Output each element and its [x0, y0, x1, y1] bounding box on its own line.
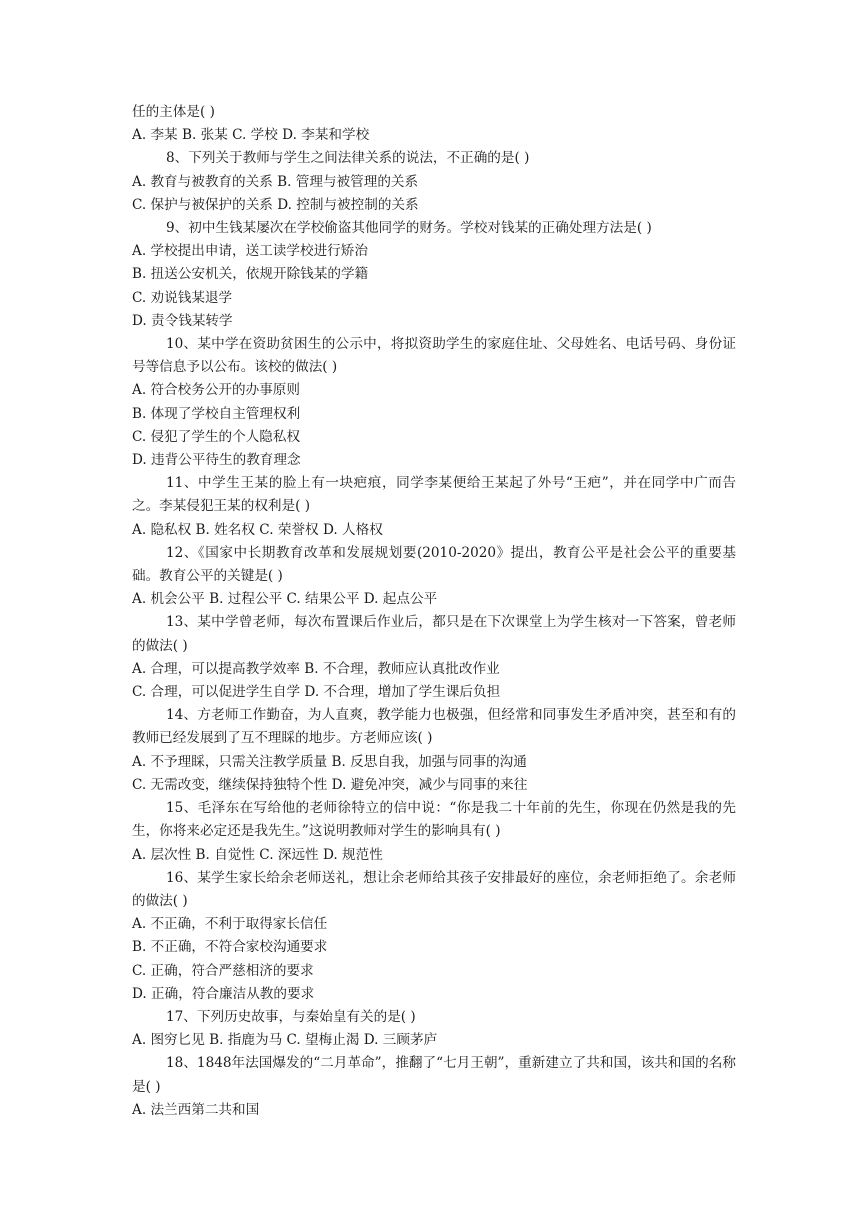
option-line: B. 不正确，不符合家校沟通要求 [132, 939, 328, 956]
option-line: C. 劝说钱某退学 [132, 289, 233, 306]
option-line: A. 不正确，不利于取得家长信任 [132, 916, 328, 933]
question-item [132, 704, 736, 797]
option-line: C. 无需改变，继续保持独特个性 D. 避免冲突，减少与同事的来往 [132, 776, 528, 793]
question-item [132, 1006, 736, 1052]
question-stem: 11、中学生王某的脸上有一块疤痕，同学李某便给王某起了外号“王疤”，并在同学中广而告之。李某侵犯王某的权利是( ) [132, 475, 736, 515]
option-line: A. 符合校务公开的办事原则 [132, 382, 300, 399]
question-item [132, 472, 736, 542]
option-line: A. 图穷匕见 B. 指鹿为马 C. 望梅止渴 D. 三顾茅庐 [132, 1032, 438, 1049]
option-line: D. 违背公平待生的教育理念 [132, 452, 301, 469]
question-item [132, 147, 736, 217]
question-item [132, 867, 736, 1006]
option-line: A. 层次性 B. 自觉性 C. 深远性 D. 规范性 [132, 846, 383, 863]
question-list [132, 101, 736, 1122]
question-item [132, 611, 736, 704]
question-stem: 12、《国家中长期教育改革和发展规划要(2010-2020》提出，教育公平是社会公平的重要基础。教育公平的关键是( ) [132, 544, 736, 585]
option-line: D. 正确，符合廉洁从教的要求 [132, 985, 315, 1002]
question-item [132, 542, 736, 612]
option-line: A. 学校提出申请，送工读学校进行矫治 [132, 243, 368, 260]
option-line: A. 隐私权 B. 姓名权 C. 荣誉权 D. 人格权 [132, 521, 383, 538]
question-stem: 9、初中生钱某屡次在学校偷盗其他同学的财务。学校对钱某的正确处理方法是( ) [166, 220, 652, 237]
option-line: B. 扭送公安机关，依规开除钱某的学籍 [132, 266, 369, 283]
question-item [132, 333, 736, 472]
question-stem: 10、某中学在资助贫困生的公示中，将拟资助学生的家庭住址、父母姓名、电话号码、身份证号等信息予以公布。该校的做法( ) [132, 336, 736, 376]
question-item [132, 1052, 736, 1122]
question-stem: 14、方老师工作勤奋，为人直爽，教学能力也极强，但经常和同事发生矛盾冲突，甚至和有的教师已经发展到了互不理睬的地步。方老师应该( ) [132, 707, 736, 747]
option-line: C. 侵犯了学生的个人隐私权 [132, 428, 301, 445]
option-line: B. 体现了学校自主管理权利 [132, 405, 301, 422]
option-line: A. 教育与被教育的关系 B. 管理与被管理的关系 [132, 173, 419, 190]
option-line: D. 责令钱某转学 [132, 312, 233, 329]
question-stem: 16、某学生家长给余老师送礼，想让余老师给其孩子安排最好的座位，余老师拒绝了。余老师的做法( ) [132, 869, 736, 909]
question-stem: 18、1848年法国爆发的“二月革命”，推翻了“七月王朝”，重新建立了共和国，该共和国的名称是( ) [132, 1055, 736, 1095]
questions-container [132, 147, 736, 1122]
option-line: A. 合理，可以提高教学效率 B. 不合理，教师应认真批改作业 [132, 660, 500, 677]
option-line: A. 法兰西第二共和国 [132, 1101, 260, 1118]
option-line: A. 不予理睬，只需关注教学质量 B. 反思自我，加强与同事的沟通 [132, 753, 527, 770]
question-stem: 13、某中学曾老师，每次布置课后作业后，都只是在下次课堂上为学生核对一下答案，曾老师的做法( ) [132, 614, 736, 654]
option-line: A. 机会公平 B. 过程公平 C. 结果公平 D. 起点公平 [132, 591, 438, 608]
question-item [132, 797, 736, 867]
option-line: C. 保护与被保护的关系 D. 控制与被控制的关系 [132, 196, 419, 213]
question-stem: 15、毛泽东在写给他的老师徐特立的信中说：“你是我二十年前的先生，你现在仍然是我的先生，你将来必定还是我先生。”这说明教师对学生的影响具有( ) [132, 800, 736, 840]
option-line: A. 李某 B. 张某 C. 学校 D. 李某和学校 [132, 127, 370, 144]
question-stem: 17、下列历史故事，与秦始皇有关的是( ) [166, 1008, 416, 1025]
question-fragment: 任的主体是( ) [132, 104, 215, 120]
question-stem: 8、下列关于教师与学生之间法律关系的说法，不正确的是( ) [166, 150, 530, 167]
option-line: C. 合理，可以促进学生自学 D. 不合理，增加了学生课后负担 [132, 684, 501, 701]
option-line: C. 正确，符合严慈相济的要求 [132, 962, 314, 979]
question-item [132, 217, 736, 333]
